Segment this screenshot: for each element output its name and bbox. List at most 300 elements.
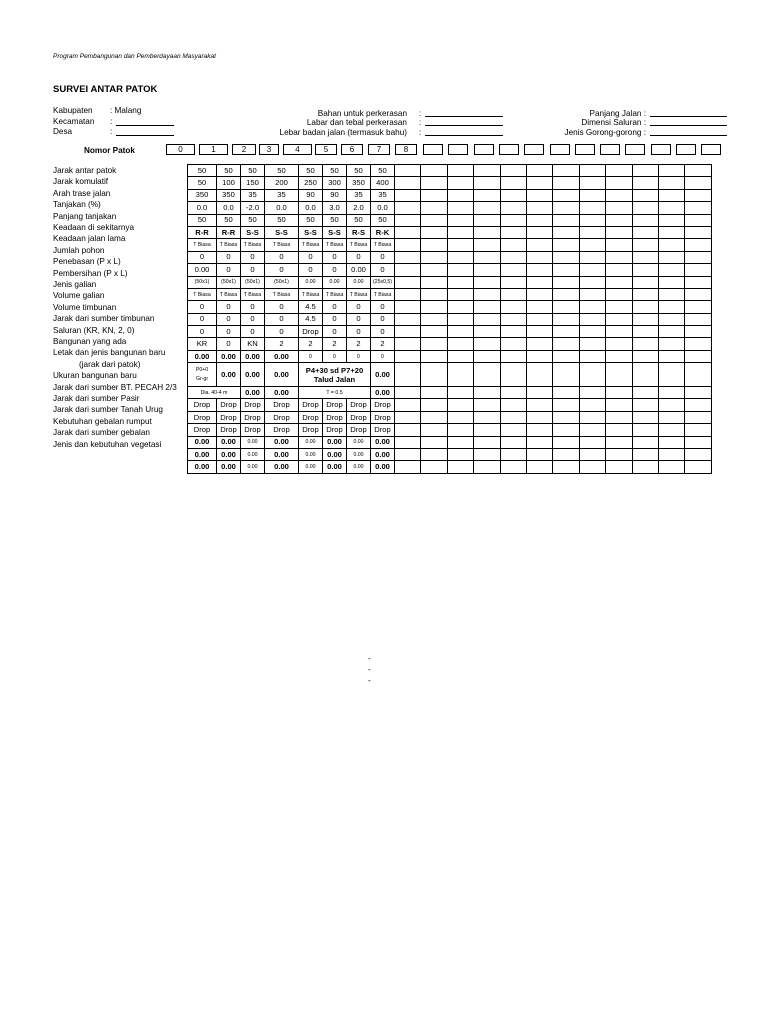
kabupaten-label: Kabupaten <box>53 106 93 115</box>
row-label: Pembersihan (P x L) <box>53 268 128 278</box>
table-cell: Drop <box>217 399 241 411</box>
empty-cell <box>606 338 632 350</box>
empty-cell <box>685 436 711 448</box>
patok-empty-box <box>423 144 443 155</box>
letak-span-cell <box>299 363 371 387</box>
table-cell: 0.00 <box>217 436 241 448</box>
page-title: SURVEI ANTAR PATOK <box>53 84 158 95</box>
empty-cell <box>447 214 473 226</box>
empty-cell <box>632 301 658 313</box>
table-cell: 0.00 <box>299 449 323 461</box>
empty-cell <box>526 288 552 300</box>
gorong-label: Jenis Gorong-gorong : <box>564 128 646 137</box>
empty-cell <box>500 461 526 473</box>
dash-mark: - <box>368 676 371 685</box>
table-cell: 50 <box>217 165 241 177</box>
empty-cell <box>579 449 605 461</box>
table-cell: T Biasa <box>217 239 241 251</box>
empty-cell <box>395 264 421 276</box>
empty-cell <box>658 177 684 189</box>
empty-cell <box>421 288 447 300</box>
empty-cell <box>685 202 711 214</box>
empty-cell <box>474 449 500 461</box>
empty-cell <box>632 449 658 461</box>
empty-cell <box>447 189 473 201</box>
table-row <box>188 363 712 387</box>
empty-cell <box>632 189 658 201</box>
empty-cell <box>632 461 658 473</box>
table-cell: 0.00 <box>217 363 241 387</box>
empty-cell <box>500 326 526 338</box>
empty-cell <box>526 411 552 423</box>
empty-cell <box>685 350 711 362</box>
empty-cell <box>395 226 421 238</box>
empty-cell <box>632 202 658 214</box>
table-cell: Drop <box>188 399 217 411</box>
empty-cell <box>685 399 711 411</box>
empty-cell <box>658 214 684 226</box>
table-cell: 0 <box>299 264 323 276</box>
table-cell: 400 <box>371 177 395 189</box>
table-cell: 0.00 <box>371 436 395 448</box>
dimensi-saluran-label: Dimensi Saluran : <box>581 118 646 127</box>
empty-cell <box>606 177 632 189</box>
table-cell: (50x1) <box>217 276 241 288</box>
table-cell: Drop <box>299 399 323 411</box>
empty-cell <box>553 461 579 473</box>
table-cell: 50 <box>241 214 265 226</box>
empty-cell <box>447 202 473 214</box>
empty-cell <box>526 239 552 251</box>
empty-cell <box>658 424 684 436</box>
table-cell: (50x1) <box>265 276 299 288</box>
table-row <box>188 436 712 448</box>
table-cell: 0 <box>217 301 241 313</box>
empty-cell <box>579 338 605 350</box>
table-cell: Drop <box>371 411 395 423</box>
table-cell: Drop <box>347 399 371 411</box>
empty-cell <box>500 424 526 436</box>
nomor-patok-label: Nomor Patok <box>84 146 135 155</box>
table-cell: Drop <box>265 399 299 411</box>
table-cell: 50 <box>347 165 371 177</box>
table-cell: 0.00 <box>371 461 395 473</box>
patok-empty-box <box>575 144 595 155</box>
patok-empty-box <box>701 144 721 155</box>
table-cell: R-K <box>371 226 395 238</box>
patok-number-box: 3 <box>259 144 279 155</box>
patok-empty-box <box>651 144 671 155</box>
empty-cell <box>606 165 632 177</box>
row-label: Kebutuhan gebalan rumput <box>53 416 152 426</box>
empty-cell <box>579 363 605 387</box>
table-cell: Drop <box>323 399 347 411</box>
table-cell: 50 <box>188 165 217 177</box>
table-cell: T Biasa <box>217 288 241 300</box>
table-cell: 0 <box>188 301 217 313</box>
empty-cell <box>632 436 658 448</box>
table-cell: 2 <box>299 338 323 350</box>
empty-cell <box>553 251 579 263</box>
empty-cell <box>606 288 632 300</box>
table-cell: 35 <box>347 189 371 201</box>
table-cell: 0.00 <box>241 436 265 448</box>
row-label: Jarak dari sumber gebalan <box>53 428 150 438</box>
empty-cell <box>606 399 632 411</box>
row-label: Saluran (KR, KN, 2, 0) <box>53 325 135 335</box>
empty-cell <box>579 387 605 399</box>
table-cell: 50 <box>371 165 395 177</box>
letak-span: P4+30 sd P7+20 <box>305 365 364 375</box>
table-cell: 0.00 <box>347 449 371 461</box>
table-row <box>188 251 712 263</box>
empty-cell <box>447 449 473 461</box>
survey-table <box>187 164 712 474</box>
table-cell: 0.00 <box>299 436 323 448</box>
table-cell: 0 <box>265 264 299 276</box>
letak-c1b: Gr-gr <box>195 375 209 382</box>
table-cell: 0 <box>217 326 241 338</box>
empty-cell <box>474 363 500 387</box>
table-cell: 0 <box>188 313 217 325</box>
empty-cell <box>632 251 658 263</box>
empty-cell <box>685 387 711 399</box>
table-cell: KR <box>188 338 217 350</box>
empty-cell <box>500 449 526 461</box>
empty-cell <box>606 424 632 436</box>
empty-cell <box>526 177 552 189</box>
table-cell: 300 <box>323 177 347 189</box>
table-cell: 0.0 <box>188 202 217 214</box>
table-cell: 0 <box>323 251 347 263</box>
table-cell: 0.00 <box>265 436 299 448</box>
empty-cell <box>447 363 473 387</box>
empty-cell <box>395 214 421 226</box>
table-cell: Drop <box>323 424 347 436</box>
patok-number-box: 1 <box>199 144 228 155</box>
table-cell: 0 <box>241 264 265 276</box>
table-cell: 0 <box>371 251 395 263</box>
table-cell: 0.00 <box>299 461 323 473</box>
table-cell: 0 <box>347 251 371 263</box>
patok-empty-box <box>676 144 696 155</box>
empty-cell <box>685 189 711 201</box>
empty-cell <box>658 288 684 300</box>
table-cell: T Biasa <box>265 239 299 251</box>
table-cell: 35 <box>265 189 299 201</box>
row-label: Volume timbunan <box>53 302 117 312</box>
row-label: Penebasan (P x L) <box>53 257 121 267</box>
table-cell: T Biasa <box>323 239 347 251</box>
table-cell: 0 <box>241 326 265 338</box>
empty-cell <box>658 264 684 276</box>
table-cell: 0 <box>265 251 299 263</box>
empty-cell <box>500 239 526 251</box>
empty-cell <box>421 165 447 177</box>
panjang-jalan-field-line <box>650 108 727 117</box>
empty-cell <box>421 301 447 313</box>
empty-cell <box>632 165 658 177</box>
table-cell: 0 <box>299 350 323 362</box>
lebar-tebal-field-line <box>425 117 503 126</box>
kecamatan-label: Kecamatan <box>53 117 95 126</box>
lebar-tebal-label: Labar dan tebal perkerasan <box>306 118 407 127</box>
row-label: Arah trase jalan <box>53 188 111 198</box>
letak-cell-1 <box>188 363 217 387</box>
table-cell: T Biasa <box>265 288 299 300</box>
table-row <box>188 276 712 288</box>
empty-cell <box>553 350 579 362</box>
empty-cell <box>474 226 500 238</box>
table-row <box>188 165 712 177</box>
empty-cell <box>658 449 684 461</box>
row-label: Jarak dari sumber BT. PECAH 2/3 <box>53 382 177 392</box>
table-cell: 350 <box>347 177 371 189</box>
table-cell: 0.00 <box>323 461 347 473</box>
row-label: Letak dan jenis bangunan baru <box>53 348 166 358</box>
row-label: Jumlah pohon <box>53 245 105 255</box>
row-label: Keadaan jalan lama <box>53 234 126 244</box>
panjang-jalan-label: Panjang Jalan : <box>589 109 646 118</box>
table-row <box>188 387 712 399</box>
empty-cell <box>500 276 526 288</box>
empty-cell <box>632 288 658 300</box>
table-cell: T Biasa <box>371 239 395 251</box>
empty-cell <box>500 338 526 350</box>
empty-cell <box>500 226 526 238</box>
table-cell: 0 <box>323 264 347 276</box>
empty-cell <box>421 424 447 436</box>
empty-cell <box>579 313 605 325</box>
table-cell: S-S <box>265 226 299 238</box>
empty-cell <box>447 338 473 350</box>
table-cell: 50 <box>299 165 323 177</box>
empty-cell <box>685 313 711 325</box>
empty-cell <box>395 202 421 214</box>
empty-cell <box>579 177 605 189</box>
empty-cell <box>526 363 552 387</box>
empty-cell <box>553 165 579 177</box>
empty-cell <box>474 177 500 189</box>
empty-cell <box>553 202 579 214</box>
table-cell: 0.00 <box>241 461 265 473</box>
empty-cell <box>421 387 447 399</box>
empty-cell <box>474 288 500 300</box>
empty-cell <box>658 363 684 387</box>
table-cell: Drop <box>241 411 265 423</box>
empty-cell <box>500 363 526 387</box>
empty-cell <box>606 387 632 399</box>
table-cell: (50x1) <box>241 276 265 288</box>
empty-cell <box>553 363 579 387</box>
patok-empty-box <box>600 144 620 155</box>
empty-cell <box>606 326 632 338</box>
empty-cell <box>632 177 658 189</box>
empty-cell <box>395 449 421 461</box>
table-cell: S-S <box>299 226 323 238</box>
table-cell: 35 <box>241 189 265 201</box>
empty-cell <box>553 177 579 189</box>
patok-number-box: 0 <box>166 144 195 155</box>
table-cell: (25x0,5) <box>371 276 395 288</box>
table-cell: 0.00 <box>217 350 241 362</box>
empty-cell <box>606 202 632 214</box>
empty-cell <box>500 387 526 399</box>
table-cell: 0 <box>371 301 395 313</box>
empty-cell <box>421 326 447 338</box>
empty-cell <box>579 326 605 338</box>
empty-cell <box>526 436 552 448</box>
empty-cell <box>421 239 447 251</box>
kecamatan-field-line <box>116 117 174 126</box>
bahan-colon: : <box>419 109 422 118</box>
table-cell: 0 <box>265 313 299 325</box>
empty-cell <box>685 449 711 461</box>
empty-cell <box>421 251 447 263</box>
empty-cell <box>526 264 552 276</box>
patok-empty-box <box>499 144 519 155</box>
empty-cell <box>579 411 605 423</box>
empty-cell <box>395 399 421 411</box>
empty-cell <box>474 264 500 276</box>
empty-cell <box>553 424 579 436</box>
empty-cell <box>606 301 632 313</box>
empty-cell <box>500 399 526 411</box>
table-row <box>188 313 712 325</box>
table-cell: 0.0 <box>265 202 299 214</box>
row-label: Jarak antar patok <box>53 166 117 175</box>
lebar-badan-label: Lebar badan jalan (termasuk bahu) <box>279 128 407 137</box>
empty-cell <box>526 165 552 177</box>
table-cell: Drop <box>217 424 241 436</box>
table-cell: Drop <box>265 424 299 436</box>
empty-cell <box>632 399 658 411</box>
empty-cell <box>658 338 684 350</box>
empty-cell <box>553 276 579 288</box>
empty-cell <box>685 411 711 423</box>
row-label: Jarak dari sumber timbunan <box>53 314 155 324</box>
table-cell: T = 0.5 <box>299 387 371 399</box>
empty-cell <box>658 251 684 263</box>
empty-cell <box>421 214 447 226</box>
table-row <box>188 338 712 350</box>
patok-number-box: 5 <box>315 144 337 155</box>
row-label: (jarak dari patok) <box>79 359 141 369</box>
empty-cell <box>606 350 632 362</box>
empty-cell <box>632 326 658 338</box>
empty-cell <box>685 363 711 387</box>
desa-field-line <box>116 127 174 136</box>
empty-cell <box>632 239 658 251</box>
table-cell: T Biasa <box>241 239 265 251</box>
table-cell: Drop <box>188 411 217 423</box>
table-cell: 0.00 <box>265 387 299 399</box>
empty-cell <box>579 276 605 288</box>
empty-cell <box>658 387 684 399</box>
empty-cell <box>474 387 500 399</box>
table-cell: 0.00 <box>188 264 217 276</box>
empty-cell <box>632 424 658 436</box>
empty-cell <box>658 276 684 288</box>
empty-cell <box>447 387 473 399</box>
table-cell: 0 <box>217 313 241 325</box>
table-cell: Drop <box>299 424 323 436</box>
empty-cell <box>447 251 473 263</box>
table-cell: 0 <box>323 350 347 362</box>
table-cell: Drop <box>241 424 265 436</box>
patok-number-box: 6 <box>341 144 363 155</box>
table-cell: 0.00 <box>241 363 265 387</box>
table-cell: 0 <box>347 301 371 313</box>
empty-cell <box>579 264 605 276</box>
empty-cell <box>606 226 632 238</box>
empty-cell <box>606 251 632 263</box>
empty-cell <box>632 387 658 399</box>
table-cell: 0.00 <box>241 350 265 362</box>
empty-cell <box>526 399 552 411</box>
empty-cell <box>500 411 526 423</box>
table-cell: 0.00 <box>323 276 347 288</box>
empty-cell <box>447 226 473 238</box>
table-cell: Drop <box>371 399 395 411</box>
empty-cell <box>526 387 552 399</box>
table-cell: 0.00 <box>323 436 347 448</box>
empty-cell <box>395 436 421 448</box>
table-cell: KN <box>241 338 265 350</box>
empty-cell <box>579 189 605 201</box>
table-cell: T Biasa <box>347 288 371 300</box>
table-cell: 0 <box>217 251 241 263</box>
empty-cell <box>553 326 579 338</box>
empty-cell <box>447 288 473 300</box>
empty-cell <box>685 424 711 436</box>
table-cell: 350 <box>188 189 217 201</box>
table-cell: (50x1) <box>188 276 217 288</box>
empty-cell <box>553 436 579 448</box>
empty-cell <box>658 350 684 362</box>
empty-cell <box>606 313 632 325</box>
table-cell: 50 <box>265 214 299 226</box>
table-row <box>188 189 712 201</box>
table-cell: T Biasa <box>299 288 323 300</box>
empty-cell <box>632 363 658 387</box>
empty-cell <box>685 276 711 288</box>
table-cell: 0.00 <box>217 449 241 461</box>
empty-cell <box>421 436 447 448</box>
empty-cell <box>474 301 500 313</box>
empty-cell <box>421 189 447 201</box>
empty-cell <box>606 411 632 423</box>
empty-cell <box>421 276 447 288</box>
table-cell: 0.00 <box>299 276 323 288</box>
empty-cell <box>606 264 632 276</box>
lebar-badan-colon: : <box>419 128 422 137</box>
empty-cell <box>421 313 447 325</box>
table-cell: R-R <box>188 226 217 238</box>
empty-cell <box>685 461 711 473</box>
empty-cell <box>500 189 526 201</box>
table-cell: 2 <box>265 338 299 350</box>
table-cell: 0 <box>241 251 265 263</box>
table-row <box>188 399 712 411</box>
empty-cell <box>526 301 552 313</box>
empty-cell <box>553 449 579 461</box>
empty-cell <box>553 189 579 201</box>
empty-cell <box>421 226 447 238</box>
patok-empty-box <box>474 144 494 155</box>
table-cell: Dia. 40-4 m <box>188 387 241 399</box>
table-row <box>188 449 712 461</box>
